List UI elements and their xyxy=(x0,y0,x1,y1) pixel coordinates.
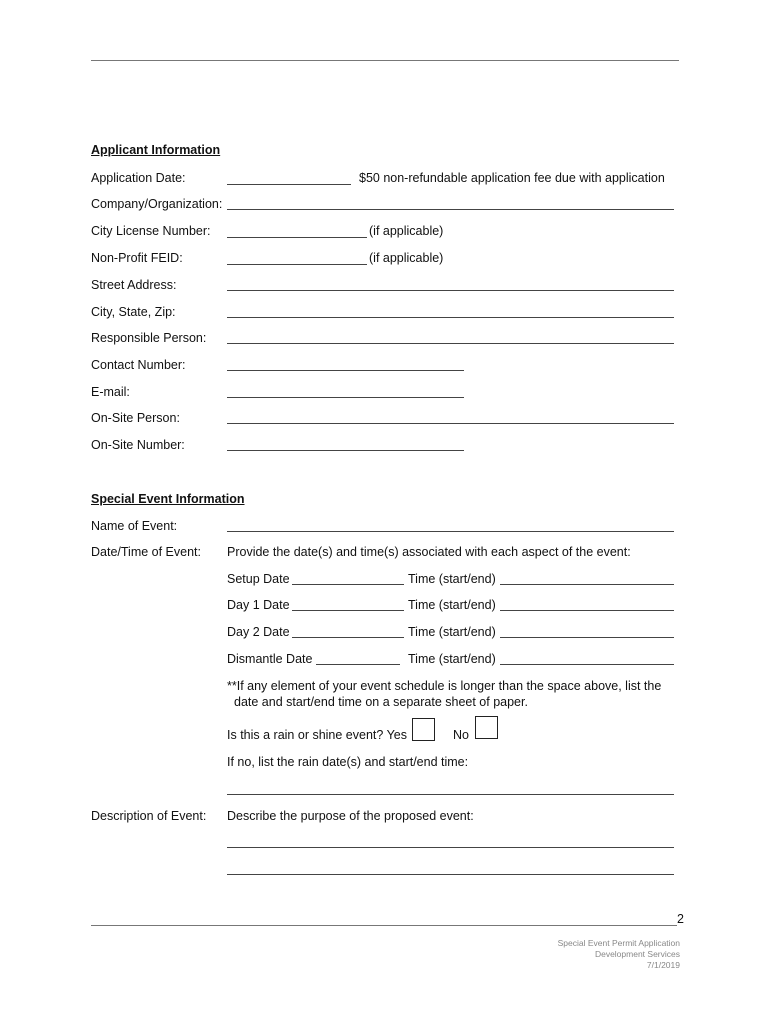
rain-question: Is this a rain or shine event? Yes xyxy=(227,728,407,742)
event-name-label: Name of Event: xyxy=(91,519,178,533)
footer-date: 7/1/2019 xyxy=(646,960,680,970)
setup-date-field[interactable] xyxy=(292,574,404,585)
onsite-number-label: On-Site Number: xyxy=(91,438,185,452)
description-field-line2[interactable] xyxy=(227,864,674,875)
datetime-intro: Provide the date(s) and time(s) associated with each aspect of the event: xyxy=(227,545,631,559)
email-label: E-mail: xyxy=(91,385,130,399)
city-state-zip-label: City, State, Zip: xyxy=(91,305,176,319)
day2-date-label: Day 2 Date xyxy=(227,625,290,639)
day2-date-field[interactable] xyxy=(292,627,404,638)
street-field[interactable] xyxy=(227,280,674,291)
feid-note: (if applicable) xyxy=(369,251,444,265)
onsite-number-field[interactable] xyxy=(227,440,464,451)
day1-time-field[interactable] xyxy=(500,600,674,611)
email-field[interactable] xyxy=(227,387,464,398)
application-date-label: Application Date: xyxy=(91,171,186,185)
application-date-field[interactable] xyxy=(227,174,351,185)
contact-number-label: Contact Number: xyxy=(91,358,186,372)
rain-no-checkbox[interactable] xyxy=(475,716,498,739)
rain-no-label: No xyxy=(453,728,469,742)
day2-time-label: Time (start/end) xyxy=(408,625,496,639)
responsible-person-label: Responsible Person: xyxy=(91,331,207,345)
rain-yes-checkbox[interactable] xyxy=(412,718,435,741)
dismantle-date-field[interactable] xyxy=(316,654,400,665)
day2-time-field[interactable] xyxy=(500,627,674,638)
event-name-field[interactable] xyxy=(227,521,674,532)
city-license-field[interactable] xyxy=(227,227,367,238)
dismantle-time-label: Time (start/end) xyxy=(408,652,496,666)
rain-dates-field[interactable] xyxy=(227,784,674,795)
setup-date-label: Setup Date xyxy=(227,572,290,586)
onsite-person-field[interactable] xyxy=(227,413,674,424)
dismantle-date-label: Dismantle Date xyxy=(227,652,313,666)
day1-date-field[interactable] xyxy=(292,600,404,611)
feid-field[interactable] xyxy=(227,254,367,265)
footer-department: Development Services xyxy=(594,949,680,959)
rain-dates-prompt: If no, list the rain date(s) and start/end time: xyxy=(227,755,469,769)
schedule-note-line1: **If any element of your event schedule is longer than the space above, list the xyxy=(227,679,662,693)
setup-time-label: Time (start/end) xyxy=(408,572,496,586)
feid-label: Non-Profit FEID: xyxy=(91,251,183,265)
day1-date-label: Day 1 Date xyxy=(227,598,290,612)
city-license-note: (if applicable) xyxy=(369,224,444,238)
city-license-label: City License Number: xyxy=(91,224,211,238)
contact-number-field[interactable] xyxy=(227,360,464,371)
day1-time-label: Time (start/end) xyxy=(408,598,496,612)
description-field-line1[interactable] xyxy=(227,837,674,848)
event-heading: Special Event Information xyxy=(91,492,245,506)
dismantle-time-field[interactable] xyxy=(500,654,674,665)
applicant-heading: Applicant Information xyxy=(91,143,221,157)
setup-time-field[interactable] xyxy=(500,574,674,585)
top-rule xyxy=(91,60,679,61)
street-label: Street Address: xyxy=(91,278,177,292)
footer-title: Special Event Permit Application xyxy=(557,938,680,948)
company-label: Company/Organization: xyxy=(91,197,223,211)
onsite-person-label: On-Site Person: xyxy=(91,411,180,425)
description-label: Description of Event: xyxy=(91,809,207,823)
schedule-note-line2: date and start/end time on a separate sheet of paper. xyxy=(234,695,528,709)
responsible-person-field[interactable] xyxy=(227,333,674,344)
company-field[interactable] xyxy=(227,199,674,210)
city-state-zip-field[interactable] xyxy=(227,307,674,318)
application-fee-note: $50 non-refundable application fee due with application xyxy=(359,171,665,185)
datetime-label: Date/Time of Event: xyxy=(91,545,201,559)
description-prompt: Describe the purpose of the proposed event: xyxy=(227,809,474,823)
bottom-rule xyxy=(91,925,677,926)
page-number: 2 xyxy=(677,912,684,926)
